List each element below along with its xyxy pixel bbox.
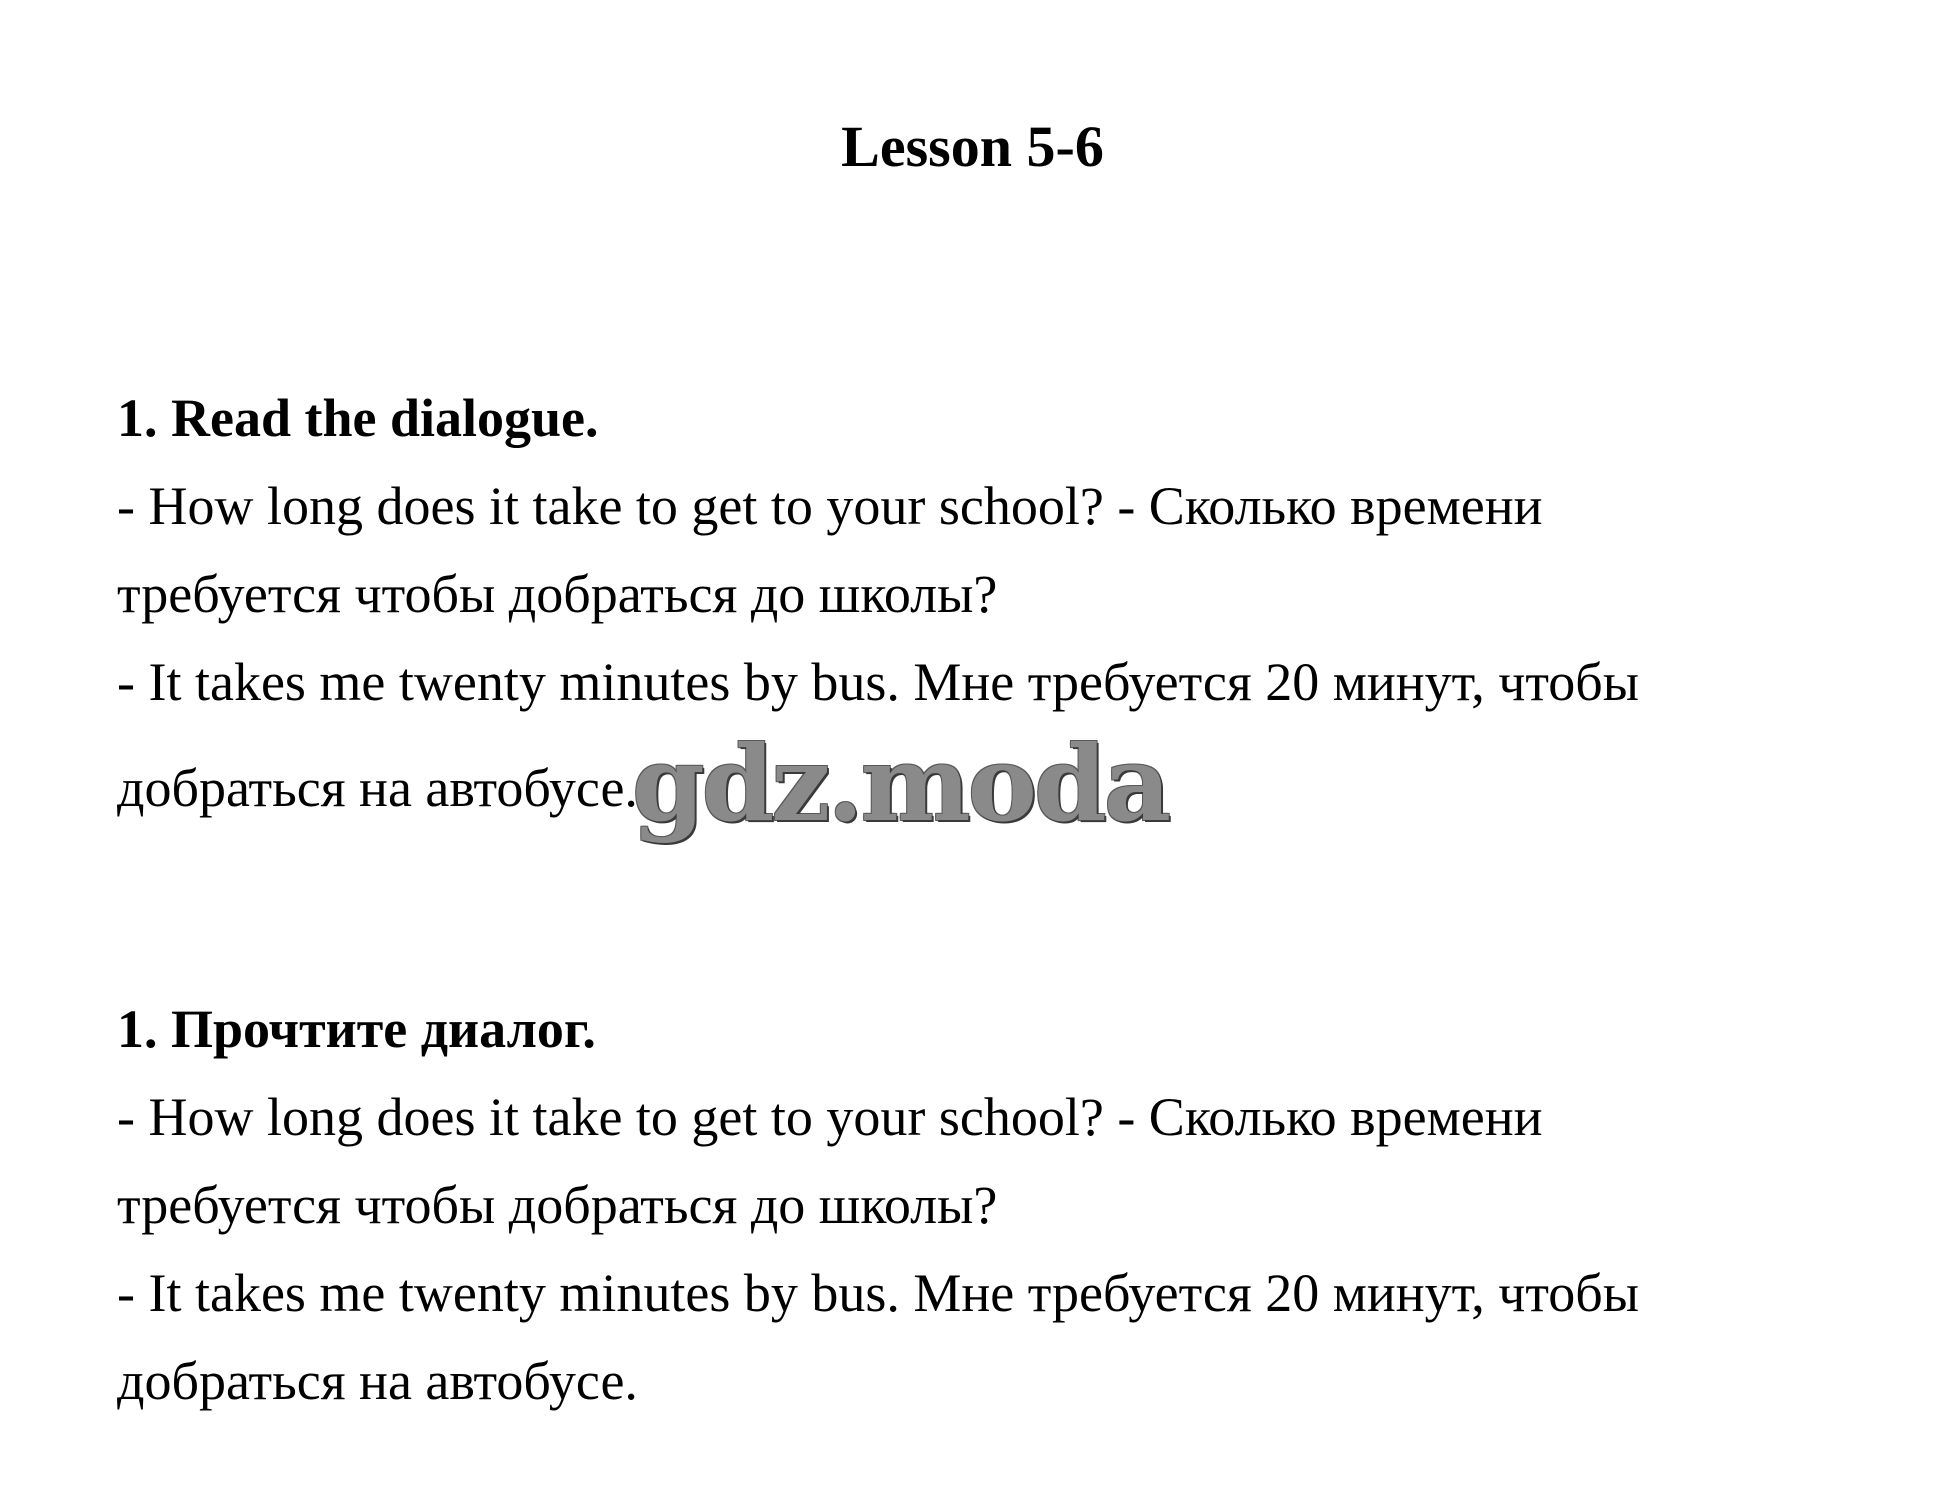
dialogue-line: требуется чтобы добраться до школы? (117, 1175, 998, 1235)
dialogue-line-text: добраться на автобусе. (117, 758, 638, 818)
dialogue-line: - How long does it take to get to your school? - Сколько времени (117, 476, 1543, 536)
dialogue-line-with-watermark (117, 722, 1877, 845)
dialogue-line: - It takes me twenty minutes by bus. Мне требуется 20 минут, чтобы (117, 1263, 1640, 1323)
exercise-section-russian (117, 985, 1877, 1425)
watermark-logo: gdz.moda (631, 722, 1169, 845)
page-title: Lesson 5-6 (841, 114, 1104, 179)
exercise-heading: 1. Прочтите диалог. (117, 999, 596, 1059)
dialogue-line: добраться на автобусе. (117, 1351, 638, 1411)
exercise-heading: 1. Read the dialogue. (117, 388, 599, 448)
exercise-section-english (117, 374, 1877, 845)
dialogue-line: требуется чтобы добраться до школы? (117, 564, 998, 624)
dialogue-line: - How long does it take to get to your school? - Сколько времени (117, 1087, 1543, 1147)
dialogue-line: - It takes me twenty minutes by bus. Мне требуется 20 минут, чтобы (117, 652, 1640, 712)
